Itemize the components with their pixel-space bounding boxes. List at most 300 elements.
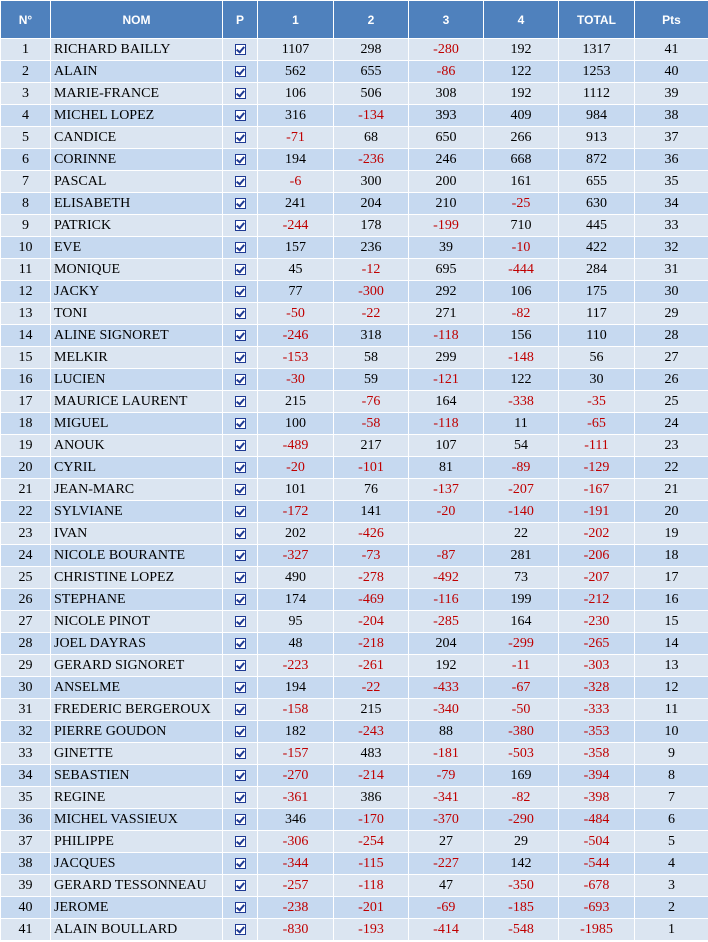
rank-cell: 17 [1, 391, 51, 413]
presence-cell[interactable] [223, 149, 258, 171]
rank-cell: 12 [1, 281, 51, 303]
checked-box-icon[interactable] [235, 286, 246, 297]
checked-box-icon[interactable] [235, 528, 246, 539]
round-4-cell: -299 [484, 633, 559, 655]
rank-cell: 39 [1, 875, 51, 897]
presence-cell[interactable] [223, 83, 258, 105]
presence-cell[interactable] [223, 281, 258, 303]
checked-box-icon[interactable] [235, 748, 246, 759]
header-round-2[interactable]: 2 [334, 1, 409, 39]
total-cell: -504 [559, 831, 635, 853]
presence-cell[interactable] [223, 413, 258, 435]
table-row [1, 875, 708, 897]
rank-cell: 37 [1, 831, 51, 853]
name-cell: CYRIL [51, 457, 223, 479]
round-1-cell: 194 [258, 149, 334, 171]
round-3-cell: 27 [409, 831, 484, 853]
presence-cell[interactable] [223, 589, 258, 611]
round-3-cell: -370 [409, 809, 484, 831]
round-3-cell: -116 [409, 589, 484, 611]
checked-box-icon[interactable] [235, 440, 246, 451]
table-row [1, 523, 708, 545]
round-4-cell: 122 [484, 369, 559, 391]
table-row [1, 347, 708, 369]
round-4-cell: 710 [484, 215, 559, 237]
rank-cell: 6 [1, 149, 51, 171]
name-cell: JACQUES [51, 853, 223, 875]
table-row [1, 699, 708, 721]
round-2-cell: 217 [334, 435, 409, 457]
rank-cell: 4 [1, 105, 51, 127]
checked-box-icon[interactable] [235, 924, 246, 935]
table-row [1, 655, 708, 677]
table-row [1, 83, 708, 105]
header-points[interactable]: Pts [635, 1, 708, 39]
checked-box-icon[interactable] [235, 44, 246, 55]
presence-cell[interactable] [223, 457, 258, 479]
header-rank[interactable]: N° [1, 1, 51, 39]
name-cell: PATRICK [51, 215, 223, 237]
points-cell: 5 [635, 831, 708, 853]
checked-box-icon[interactable] [235, 902, 246, 913]
checked-box-icon[interactable] [235, 638, 246, 649]
presence-cell[interactable] [223, 171, 258, 193]
points-cell: 4 [635, 853, 708, 875]
checked-box-icon[interactable] [235, 572, 246, 583]
points-cell: 36 [635, 149, 708, 171]
round-4-cell: -148 [484, 347, 559, 369]
round-3-cell: 200 [409, 171, 484, 193]
rank-cell: 14 [1, 325, 51, 347]
total-cell: -328 [559, 677, 635, 699]
points-cell: 11 [635, 699, 708, 721]
table-row [1, 589, 708, 611]
round-1-cell: -71 [258, 127, 334, 149]
presence-cell[interactable] [223, 897, 258, 919]
round-1-cell: -20 [258, 457, 334, 479]
points-cell: 18 [635, 545, 708, 567]
checked-box-icon[interactable] [235, 484, 246, 495]
name-cell: SEBASTIEN [51, 765, 223, 787]
round-2-cell: -118 [334, 875, 409, 897]
presence-cell[interactable] [223, 809, 258, 831]
points-cell: 31 [635, 259, 708, 281]
round-1-cell: -327 [258, 545, 334, 567]
presence-cell[interactable] [223, 567, 258, 589]
total-cell: -35 [559, 391, 635, 413]
round-1-cell: -223 [258, 655, 334, 677]
total-cell: 872 [559, 149, 635, 171]
round-3-cell: 47 [409, 875, 484, 897]
round-4-cell: -50 [484, 699, 559, 721]
checked-box-icon[interactable] [235, 506, 246, 517]
presence-cell[interactable] [223, 721, 258, 743]
round-2-cell: -58 [334, 413, 409, 435]
total-cell: -678 [559, 875, 635, 897]
rank-cell: 23 [1, 523, 51, 545]
round-1-cell: 215 [258, 391, 334, 413]
presence-cell[interactable] [223, 391, 258, 413]
round-1-cell: 77 [258, 281, 334, 303]
presence-cell[interactable] [223, 369, 258, 391]
rank-cell: 35 [1, 787, 51, 809]
points-cell: 13 [635, 655, 708, 677]
header-row [1, 1, 708, 39]
round-1-cell: 101 [258, 479, 334, 501]
table-row [1, 215, 708, 237]
total-cell: -693 [559, 897, 635, 919]
checked-box-icon[interactable] [235, 66, 246, 77]
name-cell: FREDERIC BERGEROUX [51, 699, 223, 721]
checked-box-icon[interactable] [235, 704, 246, 715]
table-row [1, 369, 708, 391]
round-1-cell: 562 [258, 61, 334, 83]
round-4-cell: 22 [484, 523, 559, 545]
name-cell: GINETTE [51, 743, 223, 765]
total-cell: -394 [559, 765, 635, 787]
round-4-cell: -82 [484, 787, 559, 809]
name-cell: MELKIR [51, 347, 223, 369]
round-4-cell: 192 [484, 39, 559, 61]
table-row [1, 501, 708, 523]
rank-cell: 36 [1, 809, 51, 831]
rank-cell: 21 [1, 479, 51, 501]
round-4-cell: -185 [484, 897, 559, 919]
checked-box-icon[interactable] [235, 176, 246, 187]
round-3-cell: -20 [409, 501, 484, 523]
total-cell: -111 [559, 435, 635, 457]
table-row [1, 633, 708, 655]
presence-cell[interactable] [223, 545, 258, 567]
presence-cell[interactable] [223, 127, 258, 149]
table-row [1, 237, 708, 259]
name-cell: LUCIEN [51, 369, 223, 391]
presence-cell[interactable] [223, 347, 258, 369]
round-2-cell: -193 [334, 919, 409, 941]
checked-box-icon[interactable] [235, 308, 246, 319]
presence-cell[interactable] [223, 237, 258, 259]
checked-box-icon[interactable] [235, 264, 246, 275]
name-cell: GERARD TESSONNEAU [51, 875, 223, 897]
checked-box-icon[interactable] [235, 352, 246, 363]
round-4-cell: 281 [484, 545, 559, 567]
rank-cell: 32 [1, 721, 51, 743]
name-cell: JOEL DAYRAS [51, 633, 223, 655]
total-cell: -230 [559, 611, 635, 633]
checked-box-icon[interactable] [235, 682, 246, 693]
rank-cell: 8 [1, 193, 51, 215]
presence-cell[interactable] [223, 303, 258, 325]
presence-cell[interactable] [223, 853, 258, 875]
presence-cell[interactable] [223, 633, 258, 655]
name-cell: ELISABETH [51, 193, 223, 215]
name-cell: MICHEL LOPEZ [51, 105, 223, 127]
round-4-cell: -380 [484, 721, 559, 743]
round-3-cell: -118 [409, 325, 484, 347]
table-row [1, 919, 708, 941]
rank-cell: 10 [1, 237, 51, 259]
presence-cell[interactable] [223, 105, 258, 127]
rank-cell: 33 [1, 743, 51, 765]
header-round-3[interactable]: 3 [409, 1, 484, 39]
points-cell: 17 [635, 567, 708, 589]
points-cell: 29 [635, 303, 708, 325]
checked-box-icon[interactable] [235, 462, 246, 473]
round-1-cell: 95 [258, 611, 334, 633]
checked-box-icon[interactable] [235, 198, 246, 209]
round-2-cell: 76 [334, 479, 409, 501]
round-3-cell: -341 [409, 787, 484, 809]
points-cell: 7 [635, 787, 708, 809]
round-4-cell: 29 [484, 831, 559, 853]
name-cell: NICOLE PINOT [51, 611, 223, 633]
checked-box-icon[interactable] [235, 154, 246, 165]
presence-cell[interactable] [223, 787, 258, 809]
header-round-4[interactable]: 4 [484, 1, 559, 39]
round-1-cell: 182 [258, 721, 334, 743]
round-4-cell: 266 [484, 127, 559, 149]
checked-box-icon[interactable] [235, 594, 246, 605]
points-cell: 3 [635, 875, 708, 897]
round-2-cell: 318 [334, 325, 409, 347]
round-4-cell: -338 [484, 391, 559, 413]
checked-box-icon[interactable] [235, 880, 246, 891]
round-4-cell: 169 [484, 765, 559, 787]
round-4-cell: -89 [484, 457, 559, 479]
round-4-cell: -10 [484, 237, 559, 259]
round-2-cell: -76 [334, 391, 409, 413]
name-cell: JEROME [51, 897, 223, 919]
rank-cell: 1 [1, 39, 51, 61]
checked-box-icon[interactable] [235, 330, 246, 341]
round-2-cell: -201 [334, 897, 409, 919]
presence-cell[interactable] [223, 875, 258, 897]
table-row [1, 787, 708, 809]
round-4-cell: 106 [484, 281, 559, 303]
table-row [1, 457, 708, 479]
points-cell: 25 [635, 391, 708, 413]
round-2-cell: -22 [334, 303, 409, 325]
name-cell: MARIE-FRANCE [51, 83, 223, 105]
header-name[interactable]: NOM [51, 1, 223, 39]
presence-cell[interactable] [223, 919, 258, 941]
points-cell: 15 [635, 611, 708, 633]
checked-box-icon[interactable] [235, 374, 246, 385]
round-2-cell: 300 [334, 171, 409, 193]
header-presence[interactable]: P [223, 1, 258, 39]
name-cell: NICOLE BOURANTE [51, 545, 223, 567]
checked-box-icon[interactable] [235, 132, 246, 143]
rank-cell: 2 [1, 61, 51, 83]
round-4-cell: 73 [484, 567, 559, 589]
round-1-cell: -830 [258, 919, 334, 941]
rank-cell: 24 [1, 545, 51, 567]
presence-cell[interactable] [223, 435, 258, 457]
checked-box-icon[interactable] [235, 550, 246, 561]
total-cell: 1317 [559, 39, 635, 61]
total-cell: 630 [559, 193, 635, 215]
round-3-cell: -414 [409, 919, 484, 941]
round-2-cell: 298 [334, 39, 409, 61]
presence-cell[interactable] [223, 523, 258, 545]
name-cell: CANDICE [51, 127, 223, 149]
rank-cell: 15 [1, 347, 51, 369]
rank-cell: 31 [1, 699, 51, 721]
table-row [1, 149, 708, 171]
name-cell: PIERRE GOUDON [51, 721, 223, 743]
presence-cell[interactable] [223, 325, 258, 347]
round-2-cell: -254 [334, 831, 409, 853]
total-cell: -207 [559, 567, 635, 589]
round-3-cell: -492 [409, 567, 484, 589]
round-3-cell: 246 [409, 149, 484, 171]
presence-cell[interactable] [223, 501, 258, 523]
round-4-cell: 668 [484, 149, 559, 171]
checked-box-icon[interactable] [235, 770, 246, 781]
checked-box-icon[interactable] [235, 418, 246, 429]
name-cell: ALAIN BOULLARD [51, 919, 223, 941]
round-3-cell: 107 [409, 435, 484, 457]
round-3-cell: 695 [409, 259, 484, 281]
presence-cell[interactable] [223, 39, 258, 61]
round-1-cell: -30 [258, 369, 334, 391]
points-cell: 12 [635, 677, 708, 699]
table-row [1, 325, 708, 347]
round-1-cell: -244 [258, 215, 334, 237]
round-3-cell: -86 [409, 61, 484, 83]
round-1-cell: -6 [258, 171, 334, 193]
points-cell: 33 [635, 215, 708, 237]
rank-cell: 7 [1, 171, 51, 193]
round-3-cell: 292 [409, 281, 484, 303]
presence-cell[interactable] [223, 611, 258, 633]
round-4-cell: -290 [484, 809, 559, 831]
table-row [1, 567, 708, 589]
checked-box-icon[interactable] [235, 616, 246, 627]
presence-cell[interactable] [223, 655, 258, 677]
name-cell: MONIQUE [51, 259, 223, 281]
round-4-cell: -207 [484, 479, 559, 501]
checked-box-icon[interactable] [235, 814, 246, 825]
total-cell: 422 [559, 237, 635, 259]
rank-cell: 40 [1, 897, 51, 919]
round-4-cell: -82 [484, 303, 559, 325]
checked-box-icon[interactable] [235, 836, 246, 847]
points-cell: 10 [635, 721, 708, 743]
presence-cell[interactable] [223, 479, 258, 501]
round-3-cell: 164 [409, 391, 484, 413]
round-2-cell: -426 [334, 523, 409, 545]
rank-cell: 25 [1, 567, 51, 589]
table-row [1, 809, 708, 831]
rank-cell: 30 [1, 677, 51, 699]
presence-cell[interactable] [223, 259, 258, 281]
round-1-cell: -153 [258, 347, 334, 369]
round-1-cell: -50 [258, 303, 334, 325]
presence-cell[interactable] [223, 677, 258, 699]
round-1-cell: 1107 [258, 39, 334, 61]
round-1-cell: -361 [258, 787, 334, 809]
checked-box-icon[interactable] [235, 660, 246, 671]
presence-cell[interactable] [223, 831, 258, 853]
round-1-cell: -172 [258, 501, 334, 523]
points-cell: 1 [635, 919, 708, 941]
table-row [1, 391, 708, 413]
checked-box-icon[interactable] [235, 726, 246, 737]
presence-cell[interactable] [223, 699, 258, 721]
table-row [1, 105, 708, 127]
name-cell: MAURICE LAURENT [51, 391, 223, 413]
table-row [1, 721, 708, 743]
round-1-cell: -238 [258, 897, 334, 919]
rank-cell: 22 [1, 501, 51, 523]
round-3-cell: -137 [409, 479, 484, 501]
total-cell: -202 [559, 523, 635, 545]
table-row [1, 545, 708, 567]
checked-box-icon[interactable] [235, 792, 246, 803]
presence-cell[interactable] [223, 215, 258, 237]
table-row [1, 61, 708, 83]
round-3-cell: -280 [409, 39, 484, 61]
points-cell: 32 [635, 237, 708, 259]
name-cell: TONI [51, 303, 223, 325]
points-cell: 23 [635, 435, 708, 457]
round-3-cell: 271 [409, 303, 484, 325]
round-2-cell: 204 [334, 193, 409, 215]
name-cell: IVAN [51, 523, 223, 545]
checked-box-icon[interactable] [235, 220, 246, 231]
checked-box-icon[interactable] [235, 242, 246, 253]
total-cell: 30 [559, 369, 635, 391]
checked-box-icon[interactable] [235, 396, 246, 407]
table-row [1, 831, 708, 853]
round-4-cell: 161 [484, 171, 559, 193]
table-row [1, 171, 708, 193]
round-3-cell: -181 [409, 743, 484, 765]
round-3-cell: -340 [409, 699, 484, 721]
table-row [1, 611, 708, 633]
header-round-1[interactable]: 1 [258, 1, 334, 39]
checked-box-icon[interactable] [235, 88, 246, 99]
checked-box-icon[interactable] [235, 110, 246, 121]
table-row [1, 897, 708, 919]
name-cell: RICHARD BAILLY [51, 39, 223, 61]
total-cell: -65 [559, 413, 635, 435]
total-cell: -167 [559, 479, 635, 501]
round-1-cell: 106 [258, 83, 334, 105]
header-total[interactable]: TOTAL [559, 1, 635, 39]
name-cell: SYLVIANE [51, 501, 223, 523]
presence-cell[interactable] [223, 743, 258, 765]
name-cell: JEAN-MARC [51, 479, 223, 501]
round-4-cell: -11 [484, 655, 559, 677]
checked-box-icon[interactable] [235, 858, 246, 869]
presence-cell[interactable] [223, 61, 258, 83]
total-cell: -206 [559, 545, 635, 567]
round-1-cell: 48 [258, 633, 334, 655]
presence-cell[interactable] [223, 765, 258, 787]
round-2-cell: -236 [334, 149, 409, 171]
presence-cell[interactable] [223, 193, 258, 215]
round-4-cell: -444 [484, 259, 559, 281]
total-cell: -1985 [559, 919, 635, 941]
round-3-cell: 299 [409, 347, 484, 369]
round-2-cell: 141 [334, 501, 409, 523]
round-4-cell: -548 [484, 919, 559, 941]
name-cell: GERARD SIGNORET [51, 655, 223, 677]
round-3-cell: -118 [409, 413, 484, 435]
round-3-cell: 39 [409, 237, 484, 259]
